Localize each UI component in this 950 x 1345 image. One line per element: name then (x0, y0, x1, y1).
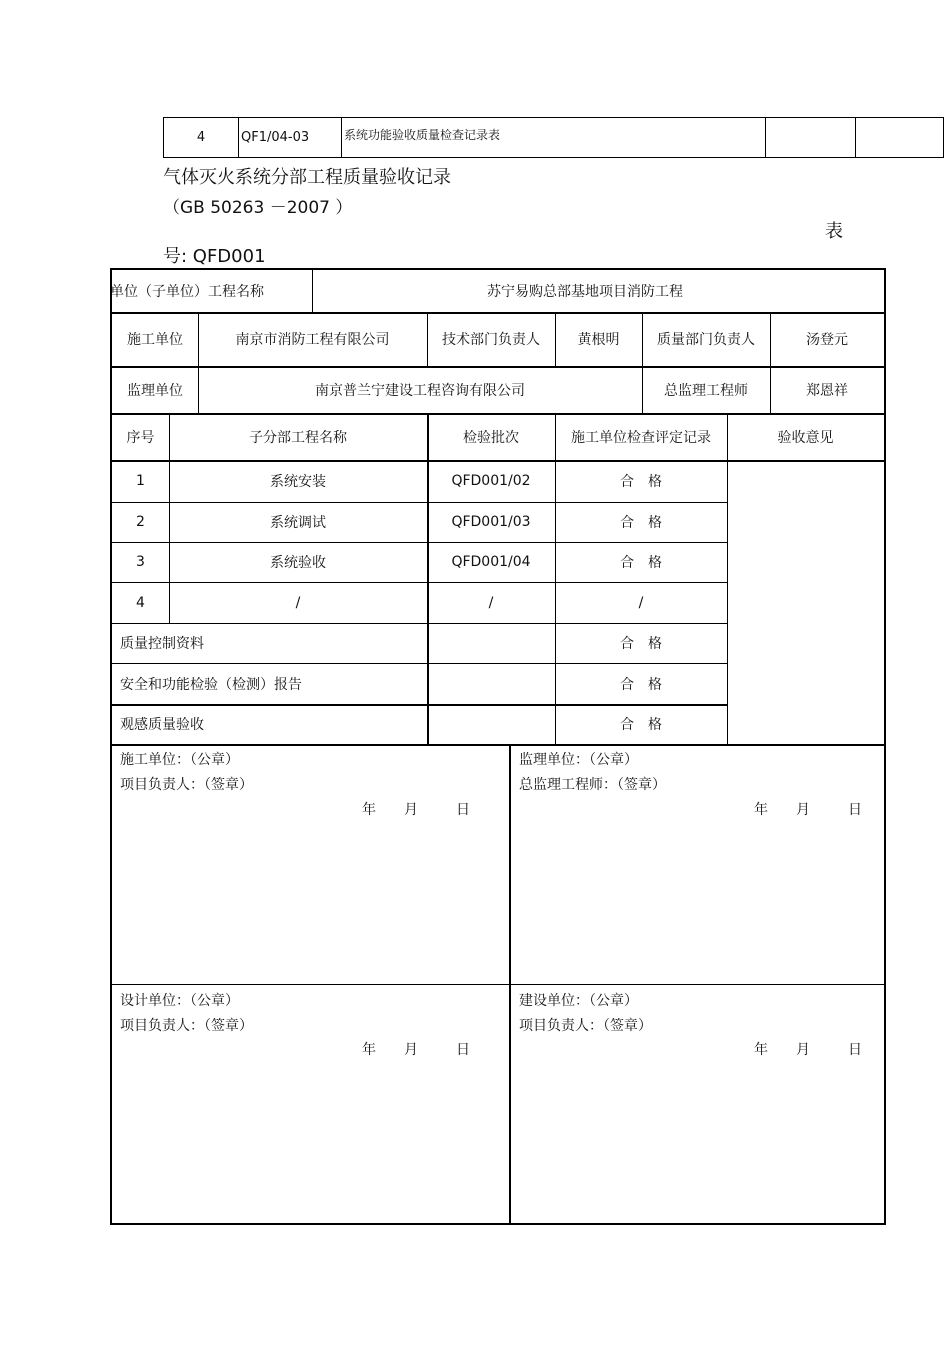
supervisor-sign-label: 总监理工程师：（签章） (519, 777, 666, 793)
tech-head-name: 黄根明 (577, 332, 620, 348)
tech-head-label: 技术部门负责人 (442, 332, 540, 348)
appearance-quality-label: 观感质量验收 (120, 717, 204, 733)
row-name: 系统安装 (270, 474, 326, 490)
row-record: 合 格 (620, 555, 662, 571)
contractor-seal-label: 施工单位：（公章） (120, 752, 239, 768)
header-no: 序号 (126, 429, 155, 446)
supervisor-date: 年 月 日 (754, 802, 862, 818)
contractor-sign-label: 项目负责人：（签章） (120, 777, 253, 793)
document-title: 气体灭火系统分部工程质量验收记录 (163, 167, 451, 188)
row-record: / (638, 594, 644, 611)
designer-date: 年 月 日 (362, 1042, 470, 1058)
designer-seal-label: 设计单位：（公章） (120, 993, 239, 1009)
row-name: 系统验收 (270, 555, 326, 571)
row-no: 1 (136, 473, 145, 489)
acceptance-record-table (110, 268, 886, 1225)
header-batch: 检验批次 (463, 429, 519, 446)
quality-control-data-label: 质量控制资料 (120, 636, 204, 652)
row-batch: / (488, 594, 494, 611)
chief-engineer-label: 总监理工程师 (664, 382, 748, 399)
header-record: 施工单位检查评定记录 (571, 429, 711, 446)
form-name: 系统功能验收质量检查记录表 (342, 118, 766, 157)
table-number: 号: QFD001 (163, 246, 266, 267)
row-record: 合 格 (620, 717, 662, 733)
unit-project-name: 苏宁易购总部基地项目消防工程 (487, 284, 683, 300)
row-record: 合 格 (620, 515, 662, 531)
supervisor-seal-label: 监理单位：（公章） (519, 752, 638, 768)
unit-project-label: 单位（子单位）工程名称 (110, 284, 264, 300)
contractor-date: 年 月 日 (362, 802, 470, 818)
row-batch: QFD001/02 (451, 473, 531, 489)
row-no: 4 (136, 594, 145, 611)
supervisor-name: 南京普兰宁建设工程咨询有限公司 (315, 382, 525, 399)
row-batch: QFD001/04 (451, 554, 531, 570)
supervisor-label: 监理单位 (127, 382, 183, 399)
quality-head-label: 质量部门负责人 (657, 332, 755, 348)
row-no: 3 (136, 554, 145, 570)
row-record: 合 格 (620, 474, 662, 490)
header-name: 子分部工程名称 (249, 429, 347, 446)
row-batch: QFD001/03 (451, 514, 531, 530)
chief-engineer-name: 郑恩祥 (806, 382, 848, 399)
designer-sign-label: 项目负责人：（签章） (120, 1018, 253, 1034)
row-record: 合 格 (620, 676, 662, 693)
owner-seal-label: 建设单位：（公章） (519, 993, 638, 1009)
row-name: / (295, 594, 301, 611)
table-number-label: 表 (825, 221, 843, 242)
blank-cell (856, 118, 945, 157)
row-name: 系统调试 (270, 515, 326, 531)
row-no: 2 (136, 514, 145, 530)
quality-head-name: 汤登元 (806, 332, 848, 348)
row-number: 4 (164, 118, 239, 157)
owner-date: 年 月 日 (754, 1042, 862, 1058)
standard-code: （GB 50263 －2007 ） (163, 198, 353, 218)
contractor-label: 施工单位 (127, 332, 183, 348)
row-record: 合 格 (620, 636, 662, 652)
blank-cell (766, 118, 856, 157)
form-code: QF1/04-03 (239, 118, 342, 157)
safety-function-report-label: 安全和功能检验（检测）报告 (120, 676, 302, 693)
owner-sign-label: 项目负责人：（签章） (519, 1018, 652, 1034)
contractor-name: 南京市消防工程有限公司 (235, 332, 390, 348)
previous-table-row (163, 117, 944, 158)
header-opinion: 验收意见 (777, 429, 834, 446)
